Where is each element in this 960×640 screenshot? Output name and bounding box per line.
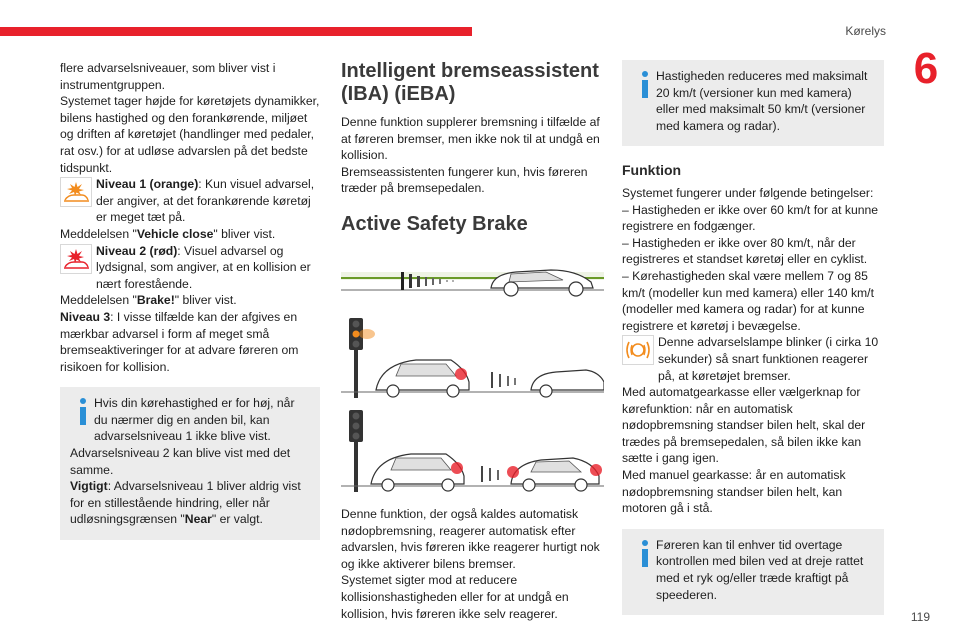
level3-text: Niveau 3: I visse tilfælde kan der afgives en mærkbar advarsel i form af meget små bremseaktiveringer for at advare føreren om risikoen for kollision. (60, 309, 299, 374)
brake-warning-lamp-icon (622, 335, 654, 365)
info-note (622, 60, 884, 146)
list-item: – Kørehastigheden skal være mellem 7 og 85 km/t (modeller kun med kamera) eller 140 km/t (modeller med kamera og radar) for at kunne registrere et køretøj i bevægelse. (622, 268, 874, 333)
warning-car-orange-icon (60, 177, 92, 207)
info-icon (72, 397, 94, 427)
header-accent-bar (0, 27, 472, 36)
info-note (60, 387, 320, 540)
section-title: Kørelys (845, 24, 886, 38)
note-text: Hastigheden reduceres med maksimalt 20 km/t (versioner kun med kamera) eller med maksimalt 50 km/t (versioner med kamera og radar). (656, 69, 868, 133)
column-left (60, 60, 320, 540)
paragraph: Systemet fungerer under følgende betingelser: (622, 185, 874, 200)
list-item: – Hastigheden er ikke over 80 km/t, når der registreres et standset køretøj eller en cyklist. (622, 235, 868, 267)
warning-lamp-block (622, 334, 884, 384)
warning-lamp-text: Denne advarselslampe blinker (i cirka 10 sekunder) så snart funktionen reagerer på, at køretøjet bremser. (658, 335, 879, 383)
illustration-red-alert (341, 406, 604, 496)
note-text: Føreren kan til enhver tid overtage kontrollen med bilen ved at dreje rattet med et ryk og/eller træde kraftigt på speederen. (656, 537, 864, 602)
illustration-car-approach (341, 244, 604, 304)
chapter-number: 6 (913, 44, 939, 93)
paragraph: Bremseassistenten fungerer kun, hvis føreren træder på bremsepedalen. (341, 164, 588, 196)
section-heading-iba: Intelligent bremseassistent (IBA) (iEBA) (341, 60, 599, 105)
info-icon (634, 70, 656, 100)
paragraph: Med automatgearkasse eller vælgerknap for kørefunktion: når en automatisk nødopbremsning standser bilen helt, skal der trædes på bremsepedalen, så bilen ikke kan sætte i gang igen. (622, 385, 866, 466)
paragraph: Systemet sigter mod at reducere kollisionshastigheden eller for at undgå en kollision, hvis føreren ikke selv reagerer. (341, 573, 569, 621)
info-icon (634, 539, 656, 569)
section-heading-funktion: Funktion (622, 162, 682, 179)
illustration-orange-alert (341, 312, 604, 402)
level1-block (60, 176, 320, 226)
info-note (622, 529, 884, 615)
level1-text: Niveau 1 (orange): Kun visuel advarsel, der angiver, at det forankørende køretøj er meget tæt på. (96, 177, 315, 225)
level2-text: Niveau 2 (rød): Visuel advarsel og lydsignal, som angiver, at en kollision er nært forestående. (96, 243, 311, 291)
section-heading-asb: Active Safety Brake (341, 212, 528, 235)
list-item: – Hastigheden er ikke over 60 km/t for at kunne registrere en fodgænger. (622, 202, 879, 234)
paragraph: Med manuel gearkasse: år en automatisk nødopbremsning standser bilen helt, kan motoren gå i stå. (622, 468, 846, 516)
warning-car-red-icon (60, 244, 92, 274)
paragraph: Denne funktion, der også kaldes automatisk nødopbremsning, reagerer automatisk efter advarslen, hvis føreren ikke reagerer hurtigt nok og ikke aktiverer bilens bremser. (341, 506, 600, 571)
level2-block (60, 243, 320, 293)
note-text: Vigtigt: Advarselsniveau 1 bliver aldrig vist for en stillestående hindring, eller når udløsningsgrænsen "Near" er valgt. (70, 479, 301, 527)
note-text: Hvis din kørehastighed er for høj, når du nærmer dig en anden bil, kan advarselsniveau 1 ikke blive vist. (94, 396, 295, 444)
paragraph: Systemet tager højde for køretøjets dynamikker, bilens hastighed og den forankørende, miljøet og driften af køretøjet (handlinger med pedaler, rat osv.) for at udløse advarslen på det bedste tidspunkt. (60, 94, 320, 175)
column-middle (341, 60, 604, 622)
paragraph: flere advarselsniveauer, som bliver vist i instrumentgruppen. (60, 61, 276, 92)
paragraph: Denne funktion supplerer bremsning i tilfælde af at føreren bremser, men ikke nok til at undgå en kollision. (341, 115, 600, 163)
page-number: 119 (910, 610, 930, 624)
level2-message: Meddelelsen "Brake!" bliver vist. (60, 293, 237, 308)
level1-message: Meddelelsen "Vehicle close" bliver vist. (60, 226, 276, 241)
column-right (622, 60, 884, 615)
note-text: Advarselsniveau 2 kan blive vist med det samme. (70, 446, 291, 477)
